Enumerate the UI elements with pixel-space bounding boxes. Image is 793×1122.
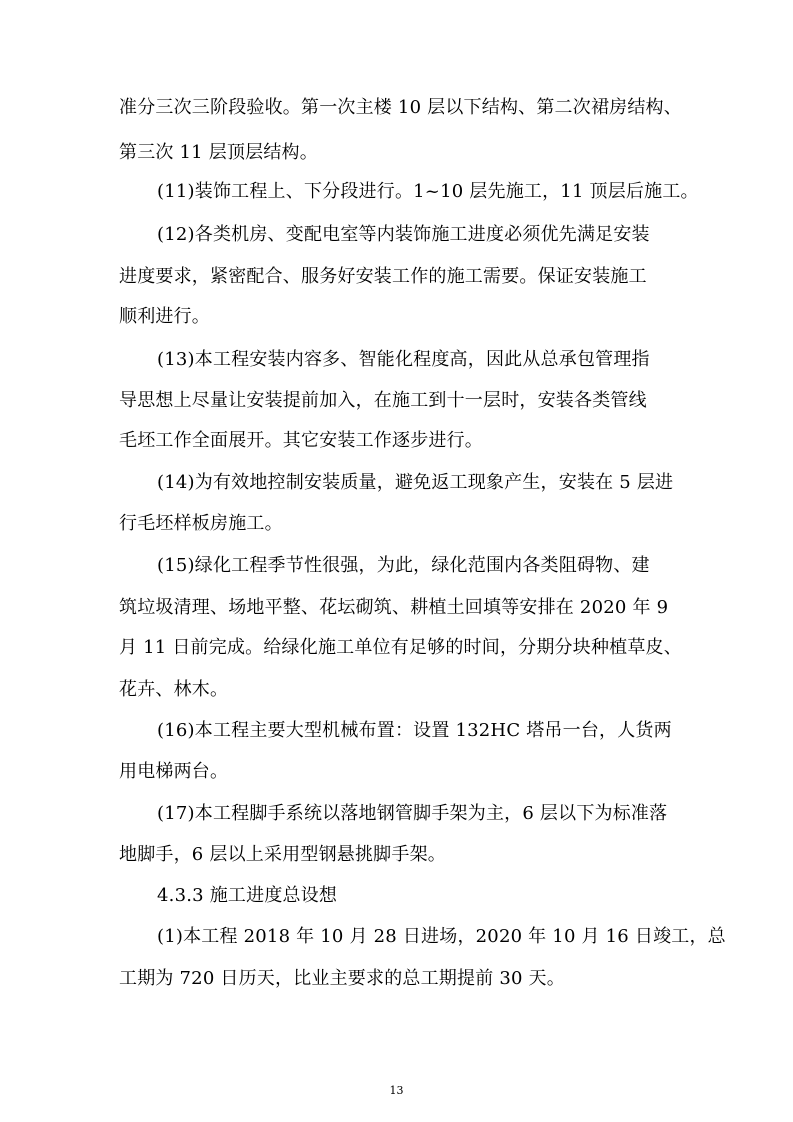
section-heading: 4.3.3 施工进度总设想 — [157, 885, 338, 906]
paragraph-item-1: (1)本工程 2018 年 10 月 28 日进场，2020 年 10 月 16 日竣工，总 — [157, 926, 726, 947]
text-line: 准分三次三阶段验收。第一次主楼 10 层以下结构、第二次裙房结构、 — [119, 97, 682, 118]
paragraph-item-11: (11)装饰工程上、下分段进行。1~10 层先施工，11 顶层后施工。 — [157, 181, 699, 202]
text-line: 行毛坯样板房施工。 — [119, 513, 283, 534]
text-line: 进度要求，紧密配合、服务好安装工作的施工需要。保证安装施工 — [119, 266, 647, 287]
text-line: 第三次 11 层顶层结构。 — [119, 142, 318, 163]
page-number: 13 — [389, 1084, 404, 1097]
text-line: 筑垃圾清理、场地平整、花坛砌筑、耕植土回填等安排在 2020 年 9 — [119, 597, 669, 618]
text-line: 地脚手，6 层以上采用型钢悬挑脚手架。 — [119, 844, 446, 865]
text-line: 导思想上尽量让安装提前加入，在施工到十一层时，安装各类管线 — [119, 390, 647, 411]
paragraph-item-15: (15)绿化工程季节性很强，为此，绿化范围内各类阻碍物、建 — [157, 555, 650, 576]
paragraph-item-13: (13)本工程安装内容多、智能化程度高，因此从总承包管理指 — [157, 349, 650, 370]
text-line: 花卉、林木。 — [119, 679, 229, 700]
text-line: 工期为 720 日历天，比业主要求的总工期提前 30 天。 — [119, 968, 565, 989]
text-line: 顺利进行。 — [119, 306, 210, 327]
text-line: 毛坯工作全面展开。其它安装工作逐步进行。 — [119, 430, 483, 451]
text-line: 用电梯两台。 — [119, 761, 229, 782]
paragraph-item-17: (17)本工程脚手系统以落地钢管脚手架为主，6 层以下为标准落 — [157, 803, 668, 824]
text-line: 月 11 日前完成。给绿化施工单位有足够的时间，分期分块种植草皮、 — [119, 637, 682, 658]
paragraph-item-14: (14)为有效地控制安装质量，避免返工现象产生，安装在 5 层进 — [157, 472, 674, 493]
paragraph-item-12: (12)各类机房、变配电室等内装饰施工进度必须优先满足安装 — [157, 224, 650, 245]
paragraph-item-16: (16)本工程主要大型机械布置：设置 132HC 塔吊一台，人货两 — [157, 720, 672, 741]
